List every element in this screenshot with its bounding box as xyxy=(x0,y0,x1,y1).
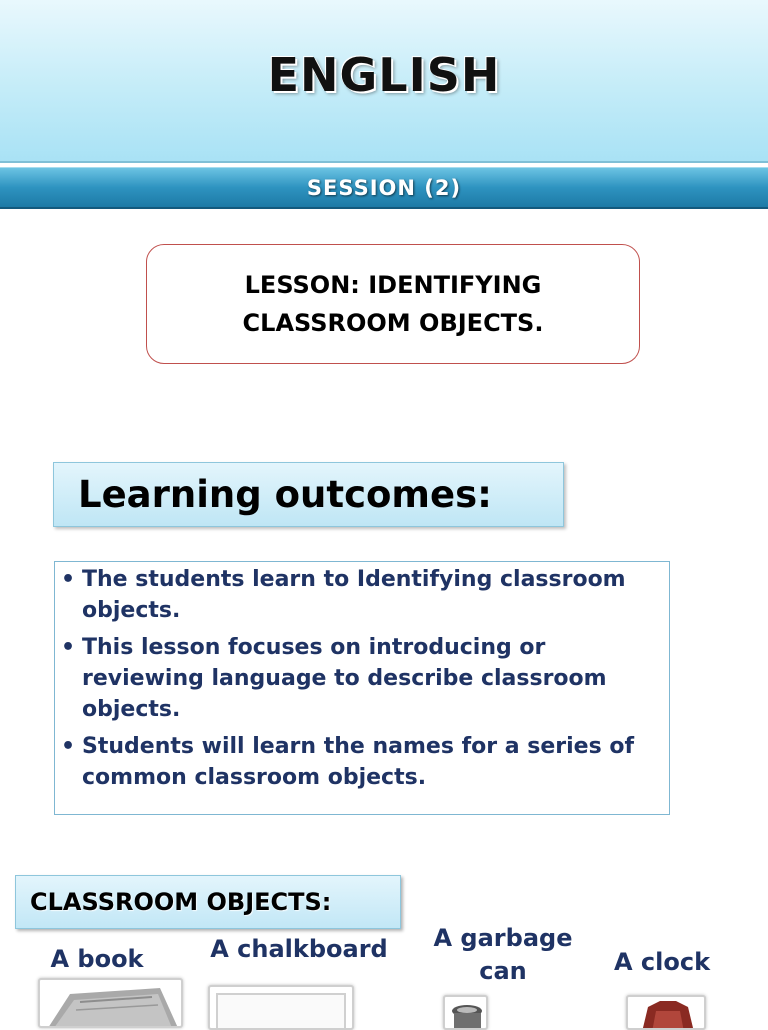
lesson-box xyxy=(146,244,640,364)
lesson-title-line-2: CLASSROOM OBJECTS. xyxy=(242,309,544,337)
learning-outcomes-heading-box xyxy=(53,462,564,527)
outcome-text-3: Students will learn the names for a series of common classroom objects. xyxy=(82,734,635,790)
clock-image xyxy=(626,995,706,1030)
garbage-can-image xyxy=(443,995,488,1030)
list-item xyxy=(55,564,671,626)
outcome-text-1: The students learn to Identifying classroom objects. xyxy=(82,567,626,623)
classroom-objects-heading-box xyxy=(15,875,401,929)
learning-outcomes-list xyxy=(55,564,671,793)
session-bar xyxy=(0,167,768,209)
session-label: SESSION (2) xyxy=(306,176,462,200)
bullet-icon: • xyxy=(61,635,76,660)
learning-outcomes-heading: Learning outcomes: xyxy=(78,473,492,516)
bullet-icon: • xyxy=(61,567,76,592)
bullet-icon: • xyxy=(61,734,76,759)
object-label-book: A book xyxy=(50,945,144,973)
lesson-title-line-1: LESSON: IDENTIFYING xyxy=(244,271,542,299)
page-title: ENGLISH xyxy=(267,48,501,102)
title-banner xyxy=(0,0,768,163)
list-item xyxy=(55,731,671,793)
book-image xyxy=(38,978,183,1028)
object-label-garbage-can-line-1: A garbage xyxy=(433,924,573,952)
object-label-garbage-can xyxy=(423,922,583,988)
chalkboard-image xyxy=(208,985,354,1030)
object-label-garbage-can-line-2: can xyxy=(479,957,527,985)
outcome-text-2: This lesson focuses on introducing or reviewing language to describe classroom objects. xyxy=(82,635,607,722)
list-item xyxy=(55,632,671,725)
object-label-chalkboard: A chalkboard xyxy=(210,935,388,963)
object-label-clock: A clock xyxy=(613,948,711,976)
classroom-objects-heading: CLASSROOM OBJECTS: xyxy=(30,888,332,916)
learning-outcomes-box xyxy=(54,561,670,815)
